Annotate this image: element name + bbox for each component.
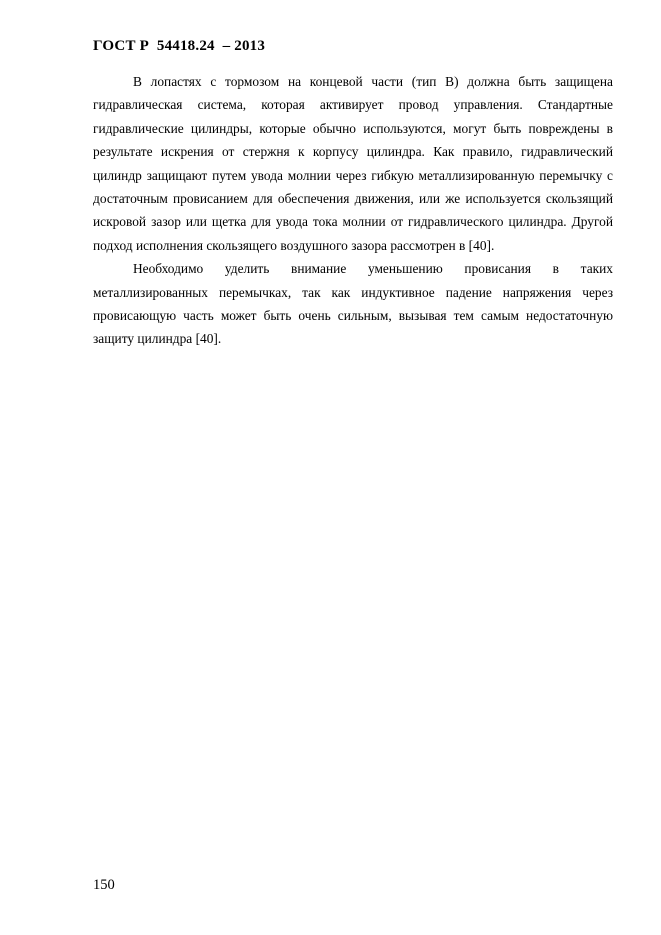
document-header: ГОСТ Р 54418.24 – 2013 <box>93 38 266 54</box>
paragraph-1: В лопастях с тормозом на концевой части (тип В) должна быть защищена гидравлическая система, которая активирует провод управления. Стандартные гидравлические цилиндры, которые обычно используются, могут быть повреждены в результате искрения от стержня к корпусу цилиндра. Как правило, гидравлический цилиндр защищают путем увода молнии через гибкую металлизированную перемычку с достаточным провисанием для обеспечения движения, или же используется скользящий искровой зазор или щетка для увода тока молнии от гидравлического цилиндра. Другой подход исполнения скользящего воздушного зазора рассмотрен в [40]. <box>93 74 613 253</box>
document-body <box>93 70 613 351</box>
paragraph-2: Необходимо уделить внимание уменьшению провисания в таких металлизированных перемычках, так как индуктивное падение напряжения через провисающую часть может быть очень сильным, вызывая тем самым недостаточную защиту цилиндра [40]. <box>93 261 613 347</box>
page-number: 150 <box>93 877 115 893</box>
